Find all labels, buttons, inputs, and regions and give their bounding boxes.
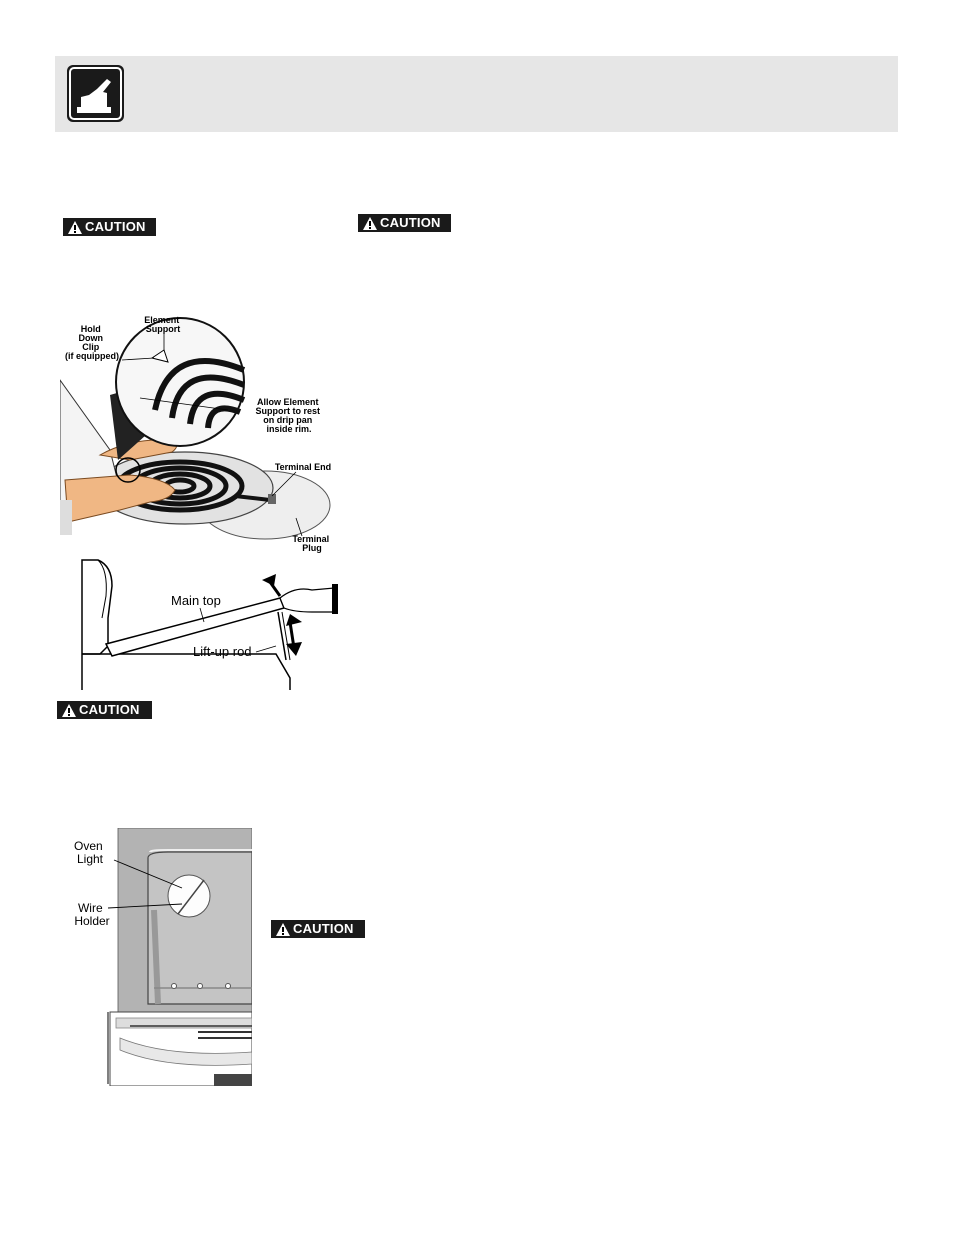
oven-light-illustration (68, 828, 252, 1086)
terminal-plug-label: Terminal Plug (292, 534, 330, 553)
caution-label: CAUTION (79, 702, 140, 717)
oven-light-label: Oven Light (73, 839, 104, 866)
main-top-lift-illustration (80, 556, 340, 690)
main-top-label: Main top (171, 593, 221, 608)
warning-triangle-icon (61, 703, 77, 718)
element-support-label: Element Support (144, 315, 181, 334)
hold-down-clip-label: Hold Down Clip (if equipped) (65, 324, 119, 361)
warning-triangle-icon (275, 922, 291, 937)
caution-badge (63, 218, 156, 236)
caution-badge (271, 920, 365, 938)
hand-lifting-icon (67, 65, 124, 122)
caution-label: CAUTION (293, 921, 354, 936)
caution-label: CAUTION (85, 219, 146, 234)
wire-holder-label: Wire Holder (74, 901, 110, 928)
caution-badge (57, 701, 152, 719)
lift-up-rod-label: Lift-up rod (193, 644, 252, 659)
caution-label: CAUTION (380, 215, 441, 230)
warning-triangle-icon (67, 220, 83, 235)
section-header-band (55, 56, 898, 132)
caution-badge (358, 214, 451, 232)
surface-element-illustration (60, 300, 340, 558)
allow-element-support-label: Allow Element Support to rest on drip pan inside rim. (255, 397, 320, 434)
terminal-end-label: Terminal End (274, 462, 332, 472)
warning-triangle-icon (362, 216, 378, 231)
